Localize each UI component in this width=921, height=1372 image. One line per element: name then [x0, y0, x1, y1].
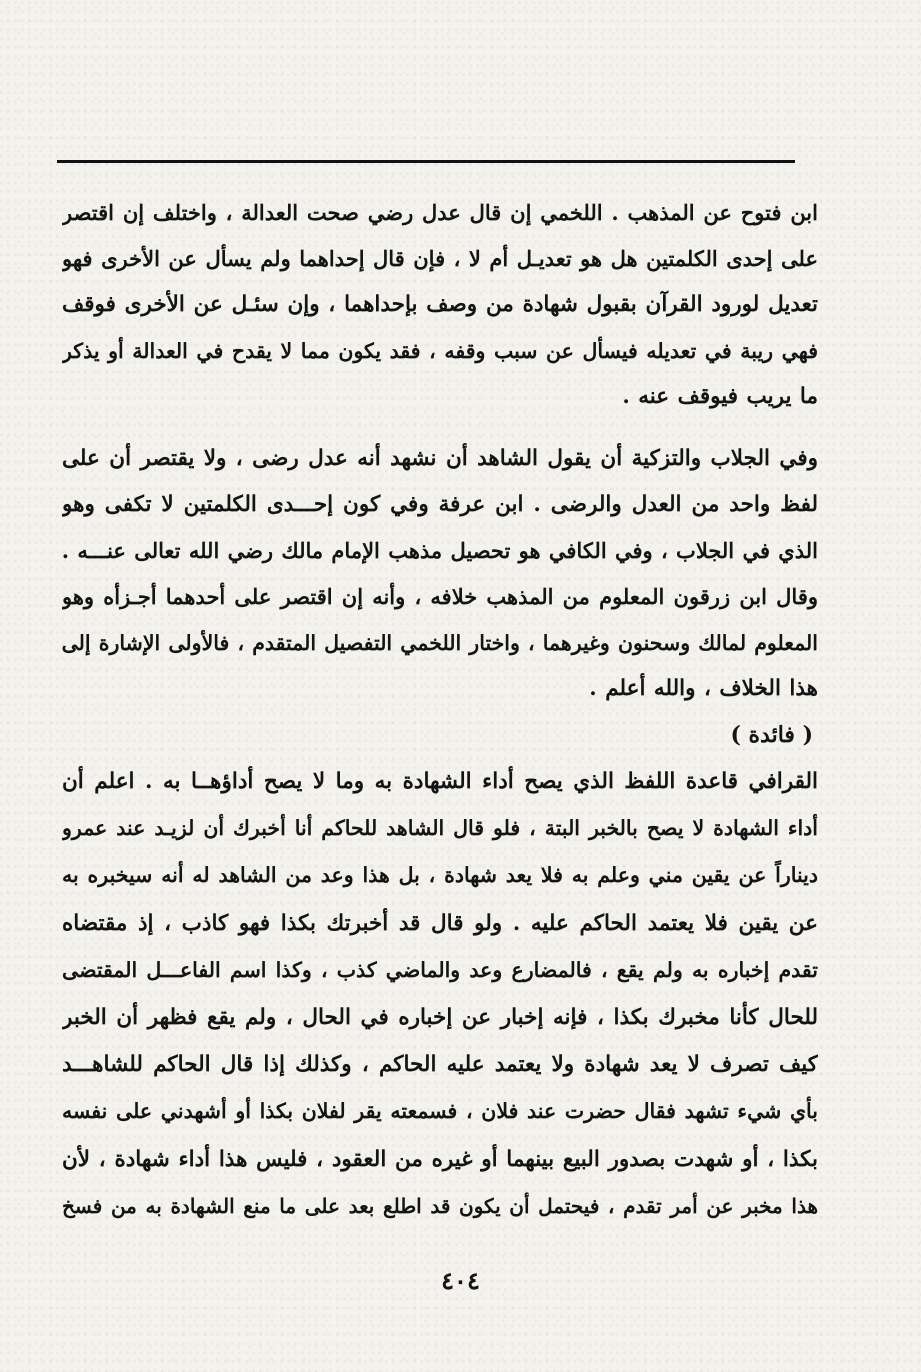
- text-line: ابن فتوح عن المذهب . اللخمي إن قال عدل رضي صحت العدالة ، واختلف إن اقتصر: [62, 200, 818, 225]
- text-line: فهي ريبة في تعديله فيسأل عن سبب وقفه ، فقد يكون مما لا يقدح في العدالة أو يذكر: [62, 339, 818, 363]
- paragraph-1: [62, 190, 818, 420]
- text-line: هذا مخبر عن أمر تقدم ، فيحتمل أن يكون قد اطلع بعد على ما منع الشهادة به من فسخ: [62, 1193, 818, 1218]
- text-line: ديناراً عن يقين مني وعلم به فلا يعد شهادة ، بل هذا وعد من الشاهد له أنه سيخبره به: [62, 863, 818, 888]
- text-line: أداء الشهادة لا يصح بالخبر البتة ، فلو قال الشاهد للحاكم أنا أخبرك أن لزيـد عند عمرو: [62, 816, 818, 841]
- text-line: بكذا ، أو شهدت بصدور البيع بينهما أو غيره من العقود ، فليس هذا أداء شهادة ، لأن: [62, 1146, 818, 1172]
- text-line: بأي شيء تشهد فقال حضرت عند فلان ، فسمعته يقر لفلان بكذا أو أشهدني على نفسه: [62, 1099, 818, 1124]
- text-line: الذي في الجلاب ، وفي الكافي هو تحصيل مذهب الإمام مالك رضي الله تعالى عنـــه .: [62, 538, 818, 563]
- top-rule: [57, 160, 795, 163]
- text-line: تعديل لورود القرآن بقبول شهادة من وصف بإحداهما ، وإن سئـل عن الأخرى فوقف: [62, 292, 818, 317]
- text-line: كيف تصرف لا يعد شهادة ولا يعتمد عليه الحاكم ، وكذلك إذا قال الحاكم للشاهـــد: [62, 1052, 818, 1078]
- text-line: القرافي قاعدة اللفظ الذي يصح أداء الشهادة به وما لا يصح أداؤهــا به . اعلم أن: [62, 769, 818, 794]
- text-line: وفي الجلاب والتزكية أن يقول الشاهد أن نشهد أنه عدل رضى ، ولا يقتصر أن على: [62, 446, 818, 471]
- text-line: هذا الخلاف ، والله أعلم .: [589, 676, 818, 701]
- text-line: ما يريب فيوقف عنه .: [622, 384, 818, 409]
- paragraph-2: [62, 436, 818, 712]
- section-heading: ( فائدة ): [730, 722, 813, 748]
- text-line: للحال كأنا مخبرك بكذا ، فإنه إخبار عن إخباره في الحال ، ولم يقع فظهر أن الخبر: [62, 1004, 818, 1030]
- text-line: على إحدى الكلمتين هل هو تعديـل أم لا ، فإن قال إحداهما ولم يسأل عن الأخرى فهو: [62, 246, 818, 271]
- text-line: لفظ واحد من العدل والرضى . ابن عرفة وفي كون إحـــدى الكلمتين لا تكفى وهو: [62, 492, 818, 517]
- text-line: تقدم إخباره به ولم يقع ، فالمضارع وعد والماضي كذب ، وكذا اسم الفاعـــل المقتضى: [62, 957, 818, 982]
- paragraph-3: [62, 758, 818, 1238]
- text-line: وقال ابن زرقون المعلوم من المذهب خلافه ، وأنه إن اقتصر على أحدهما أجـزأه وهو: [62, 584, 818, 609]
- text-line: عن يقين فلا يعتمد الحاكم عليه . ولو قال قد أخبرتك بكذا فهو كاذب ، إذ مقتضاه: [62, 910, 818, 936]
- text-line: المعلوم لمالك وسحنون وغيرهما ، واختار اللخمي التفصيل المتقدم ، فالأولى الإشارة إلى: [62, 631, 818, 655]
- page-number: ٤٠٤: [441, 1266, 480, 1295]
